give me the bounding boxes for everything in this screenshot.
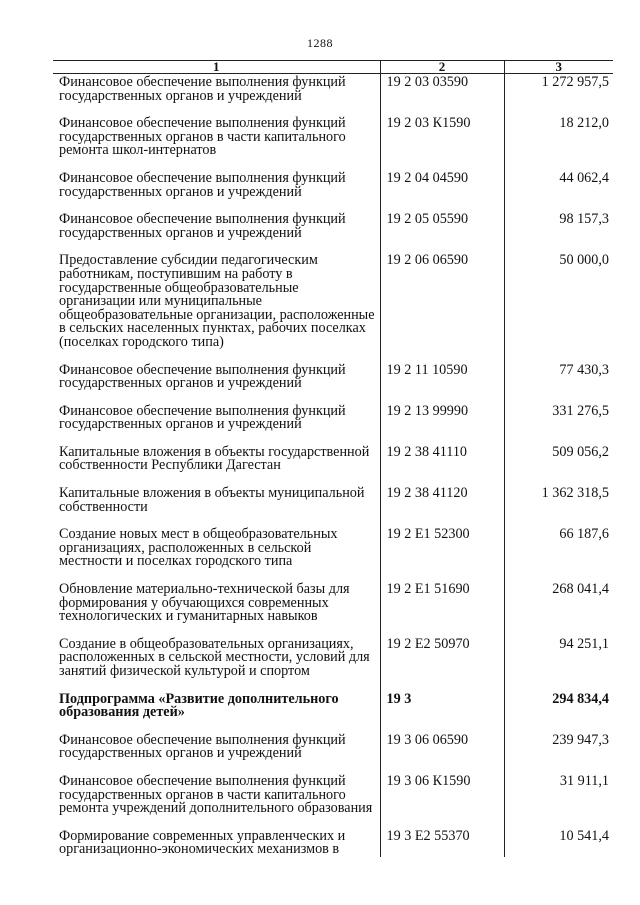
row-code: 19 3 <box>380 693 504 734</box>
row-name: Формирование современных управленческих и организационно-экономических механизмов в <box>53 830 380 857</box>
row-code: 19 2 Е2 50970 <box>380 638 504 693</box>
table-row <box>53 74 613 118</box>
row-code: 19 2 13 99990 <box>380 405 504 446</box>
row-amount: 98 157,3 <box>559 211 609 228</box>
row-code: 19 3 06 К1590 <box>380 775 504 830</box>
row-name: Обновление материально-технической базы для формирования у обучающихся современных технологических и гуманитарных навыков <box>53 583 380 638</box>
table-row <box>53 364 613 405</box>
row-amount: 50 000,0 <box>559 252 609 269</box>
table-row <box>53 446 613 487</box>
page-number: 1288 <box>307 36 333 50</box>
row-code: 19 2 04 04590 <box>380 172 504 213</box>
table-row <box>53 734 613 775</box>
row-code: 19 2 03 03590 <box>380 74 504 118</box>
row-amount: 10 541,4 <box>559 827 609 844</box>
row-name: Капитальные вложения в объекты муниципальной собственности <box>53 487 380 528</box>
table-row <box>53 254 613 363</box>
row-code: 19 2 11 10590 <box>380 364 504 405</box>
row-amount: 268 041,4 <box>552 581 609 598</box>
table-header-row <box>53 61 613 74</box>
row-code: 19 3 Е2 55370 <box>380 830 504 857</box>
column-header-3: 3 <box>504 61 613 74</box>
table-row <box>53 405 613 446</box>
row-name: Финансовое обеспечение выполнения функций государственных органов и учреждений <box>53 74 380 118</box>
row-name: Финансовое обеспечение выполнения функций государственных органов в части капитального ремонта школ-интернатов <box>53 117 380 172</box>
row-name: Создание в общеобразовательных организациях, расположенных в сельской местности, условий для занятий физической культурой и спортом <box>53 638 380 693</box>
table-row <box>53 693 613 734</box>
table-row <box>53 172 613 213</box>
row-amount: 31 911,1 <box>559 772 609 789</box>
row-name: Финансовое обеспечение выполнения функций государственных органов в части капитального ремонта учреждений дополнительного образования <box>53 775 380 830</box>
row-code: 19 2 38 41110 <box>380 446 504 487</box>
row-name: Предоставление субсидии педагогическим работникам, поступившим на работу в государственные общеобразовательные организации или муниципальные общеобразовательные организации, расположенные в сельских населенных пунктах, рабочих поселках (поселках городского типа) <box>53 254 380 363</box>
table-row <box>53 583 613 638</box>
row-code: 19 3 06 06590 <box>380 734 504 775</box>
row-amount: 509 056,2 <box>552 443 609 460</box>
table-row <box>53 528 613 583</box>
table-row <box>53 638 613 693</box>
table-row <box>53 487 613 528</box>
budget-table <box>53 60 613 857</box>
row-amount: 294 834,4 <box>552 690 609 707</box>
row-name: Создание новых мест в общеобразовательных организациях, расположенных в сельской местности и поселках городского типа <box>53 528 380 583</box>
column-header-2: 2 <box>380 61 504 74</box>
table-row <box>53 775 613 830</box>
row-code: 19 2 Е1 51690 <box>380 583 504 638</box>
row-amount: 1 362 318,5 <box>541 485 609 502</box>
row-amount: 331 276,5 <box>552 402 609 419</box>
row-amount: 1 272 957,5 <box>541 74 609 90</box>
row-amount: 239 947,3 <box>552 731 609 748</box>
table-row <box>53 213 613 254</box>
row-amount: 94 251,1 <box>559 635 609 652</box>
row-code: 19 2 06 06590 <box>380 254 504 363</box>
table-row <box>53 117 613 172</box>
row-amount: 44 062,4 <box>559 169 609 186</box>
column-header-1: 1 <box>53 61 380 74</box>
row-amount: 18 212,0 <box>559 115 609 132</box>
row-name: Финансовое обеспечение выполнения функций государственных органов и учреждений <box>53 405 380 446</box>
row-code: 19 2 05 05590 <box>380 213 504 254</box>
row-amount: 66 187,6 <box>559 526 609 543</box>
row-amount: 77 430,3 <box>559 361 609 378</box>
row-name: Финансовое обеспечение выполнения функций государственных органов и учреждений <box>53 172 380 213</box>
row-name: Подпрограмма «Развитие дополнительного образования детей» <box>53 693 380 734</box>
row-code: 19 2 Е1 52300 <box>380 528 504 583</box>
row-name: Финансовое обеспечение выполнения функций государственных органов и учреждений <box>53 213 380 254</box>
row-code: 19 2 38 41120 <box>380 487 504 528</box>
row-name: Финансовое обеспечение выполнения функций государственных органов и учреждений <box>53 734 380 775</box>
row-name: Капитальные вложения в объекты государственной собственности Республики Дагестан <box>53 446 380 487</box>
table-row <box>53 830 613 857</box>
row-name: Финансовое обеспечение выполнения функций государственных органов и учреждений <box>53 364 380 405</box>
row-code: 19 2 03 К1590 <box>380 117 504 172</box>
